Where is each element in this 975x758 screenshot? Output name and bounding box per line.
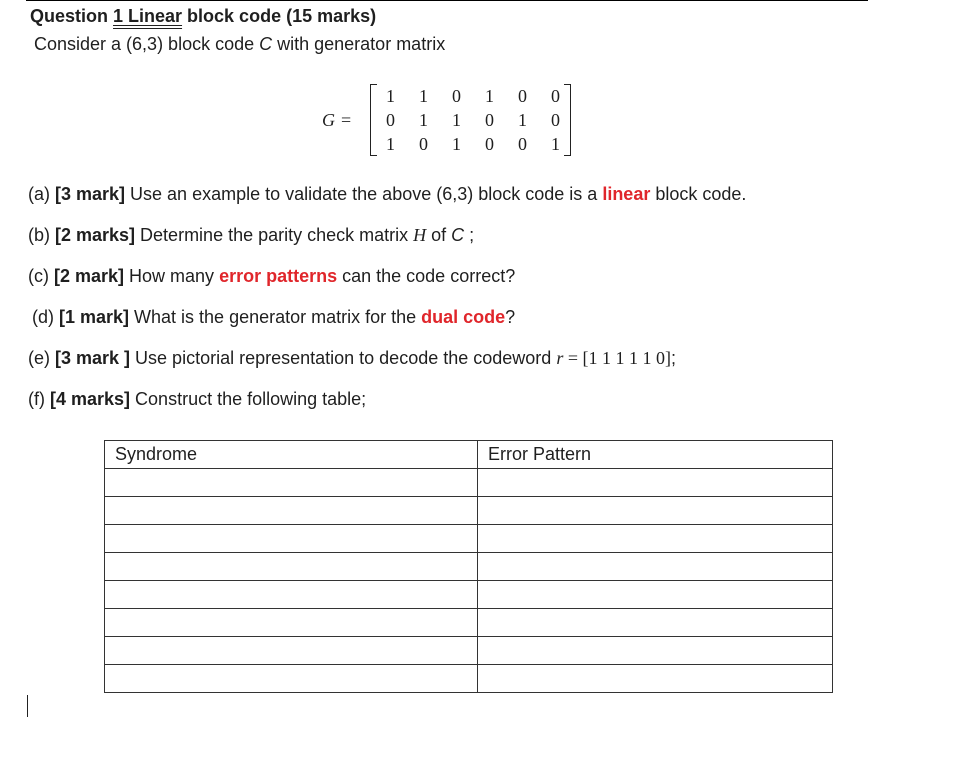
text-cursor [27,695,28,717]
question-b-marks: [2 marks] [55,225,136,245]
question-c [28,266,515,287]
question-a-label: (a) [28,184,55,204]
question-f-label: (f) [28,389,50,409]
question-b-text: Determine the parity check matrix [135,225,414,245]
matrix-entry: 1 [419,86,428,106]
question-e-var-r: r [556,348,564,368]
question-e-vector: [1 1 1 1 1 0] [582,348,671,368]
table-cell[interactable] [478,637,833,665]
intro-var-c: C [259,34,273,54]
table-row [105,469,833,497]
table-row [105,497,833,525]
question-d [32,307,515,328]
table-cell[interactable] [105,637,478,665]
heading-prefix: Question [30,6,114,26]
matrix-entry: 0 [419,134,428,154]
matrix-entry: 1 [551,134,560,154]
question-a-highlight: linear [602,184,651,204]
table-row [105,609,833,637]
matrix-entry: 0 [452,86,461,106]
table-row [105,581,833,609]
matrix-entry: 1 [452,110,461,130]
question-c-text-end: can the code correct? [337,266,516,286]
question-heading [30,6,376,27]
question-a [28,184,746,205]
question-a-marks: [3 mark] [55,184,126,204]
question-e-text: Use pictorial representation to decode the codeword [130,348,557,368]
matrix-entry: 1 [386,86,395,106]
matrix-entry: 0 [551,110,560,130]
question-f [28,389,366,410]
table-cell[interactable] [478,609,833,637]
question-b-var-h: H [413,225,427,245]
question-d-text-end: ? [505,307,516,327]
table-cell[interactable] [478,497,833,525]
question-f-text: Construct the following table; [130,389,367,409]
matrix-entry: 1 [485,86,494,106]
table-cell[interactable] [105,609,478,637]
matrix-right-bracket [564,84,571,156]
table-cell[interactable] [478,553,833,581]
table-cell[interactable] [478,525,833,553]
matrix-entry: 1 [386,134,395,154]
matrix-entry: 0 [485,134,494,154]
question-b [28,225,474,246]
table-cell[interactable] [105,553,478,581]
question-a-text-end: block code. [650,184,747,204]
question-d-label: (d) [32,307,59,327]
question-c-highlight: error patterns [219,266,338,286]
header-error-pattern: Error Pattern [478,441,833,469]
matrix-equals: = [341,110,352,130]
table-header-row [105,441,833,469]
table-cell[interactable] [478,581,833,609]
top-rule [26,0,868,1]
heading-suffix: block code (15 marks) [182,6,377,26]
matrix-entry: 0 [551,86,560,106]
heading-underlined: 1 Linear [113,6,183,26]
intro-text-2: with generator matrix [272,34,446,54]
question-e-equals: = [563,348,583,368]
question-d-text: What is the generator matrix for the [129,307,422,327]
question-f-marks: [4 marks] [50,389,131,409]
question-b-label: (b) [28,225,55,245]
table-row [105,637,833,665]
question-a-text: Use an example to validate the above (6,3) block code is a [125,184,603,204]
matrix-grid [374,84,572,156]
table-row [105,553,833,581]
table-row [105,525,833,553]
table-cell[interactable] [478,469,833,497]
header-syndrome: Syndrome [105,441,478,469]
question-b-var-c: C [451,225,465,245]
question-b-text-end: ; [464,225,475,245]
table-cell[interactable] [105,469,478,497]
question-e-marks: [3 mark ] [55,348,131,368]
matrix-entry: 1 [452,134,461,154]
matrix-entry: 1 [419,110,428,130]
matrix-entry: 0 [518,86,527,106]
question-c-marks: [2 mark] [54,266,125,286]
question-b-text-2: of [426,225,452,245]
matrix-entry: 1 [518,110,527,130]
question-e-label: (e) [28,348,55,368]
matrix-entry: 0 [518,134,527,154]
intro-text-1: Consider a (6,3) block code [34,34,260,54]
question-c-label: (c) [28,266,54,286]
question-e-text-end: ; [670,348,676,368]
table-cell[interactable] [105,497,478,525]
matrix-entry: 0 [386,110,395,130]
table-cell[interactable] [105,525,478,553]
question-c-text: How many [124,266,220,286]
table-cell[interactable] [478,665,833,693]
syndrome-table [104,440,833,693]
question-d-marks: [1 mark] [59,307,130,327]
matrix-label [322,110,351,131]
table-cell[interactable] [105,665,478,693]
matrix-label-g: G [322,110,335,130]
matrix-entry: 0 [485,110,494,130]
table-row [105,665,833,693]
table-cell[interactable] [105,581,478,609]
intro-text [34,34,445,55]
question-d-highlight: dual code [421,307,506,327]
question-e [28,348,676,369]
